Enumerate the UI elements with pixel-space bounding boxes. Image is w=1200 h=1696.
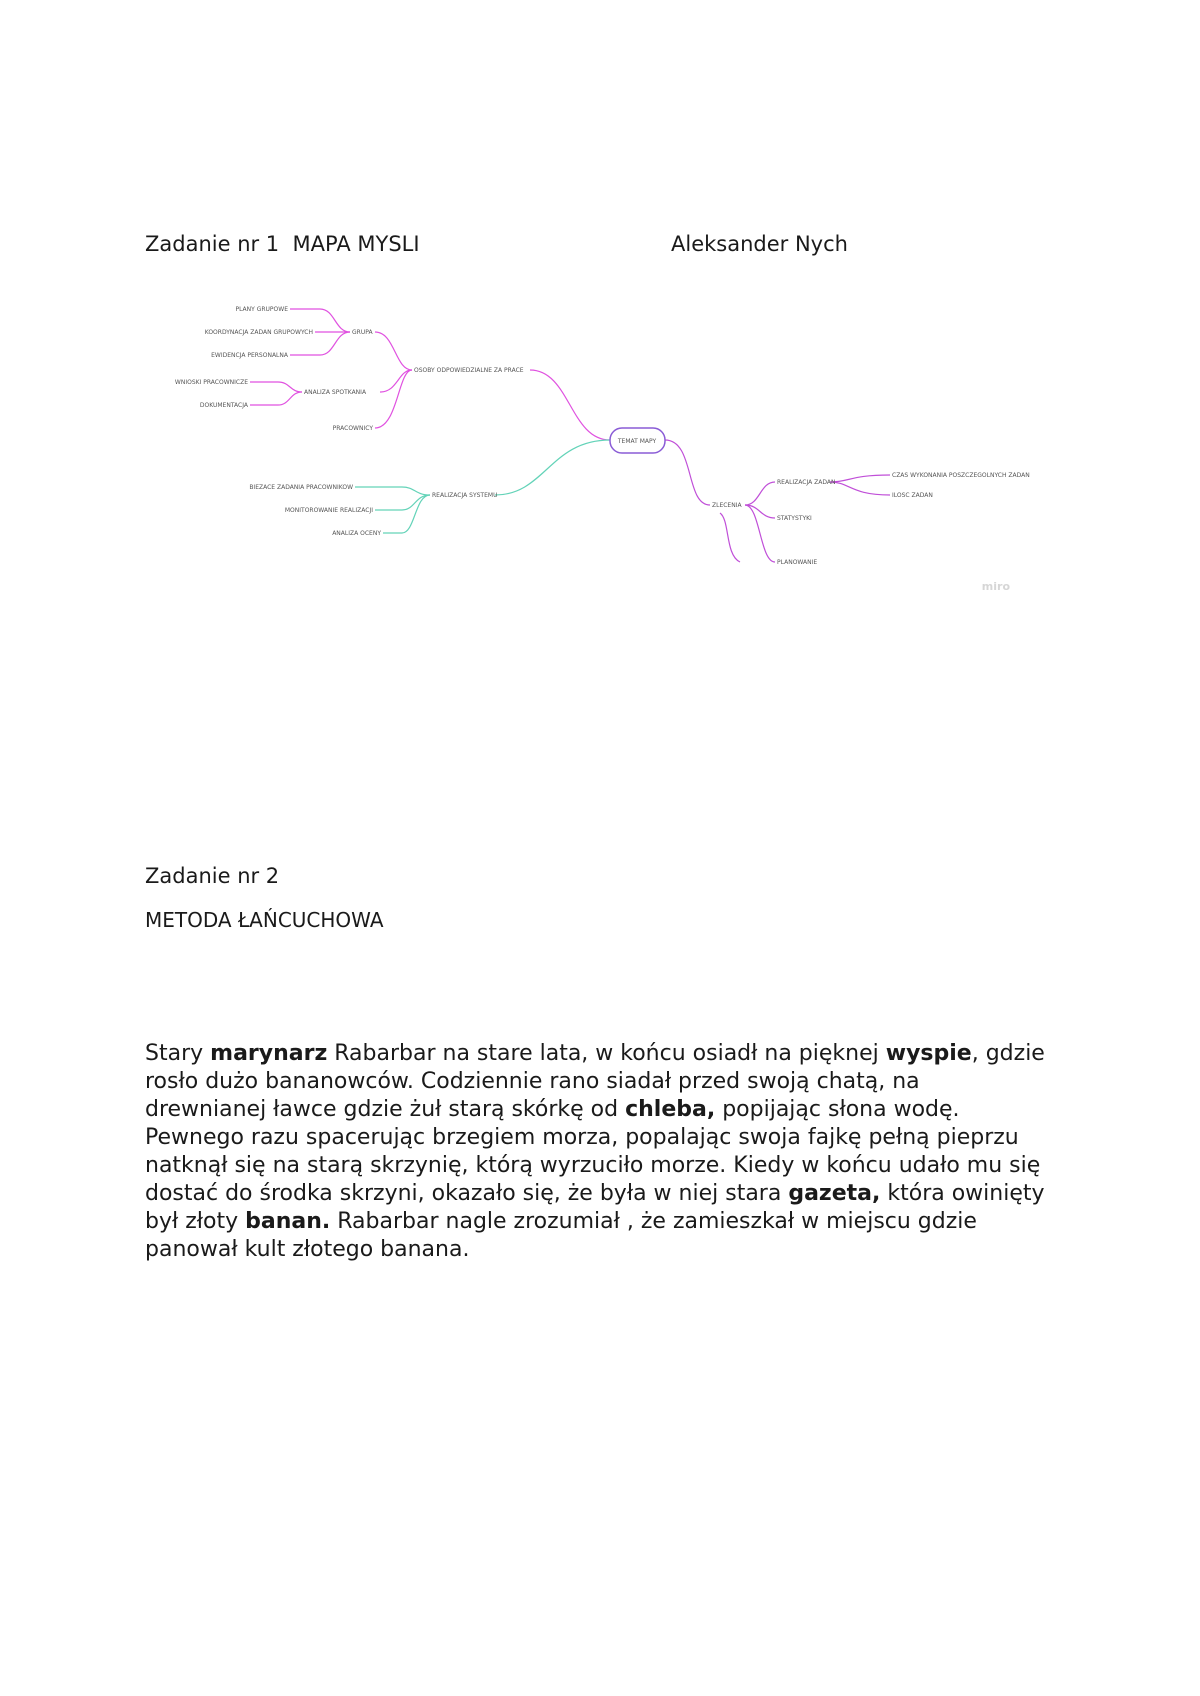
leaf-label: PLANOWANIE xyxy=(777,559,818,566)
leaf-label: ILOSC ZADAN xyxy=(892,492,933,499)
leaf-label: PRACOWNICY xyxy=(332,425,373,432)
leaf-label: WNIOSKI PRACOWNICZE xyxy=(174,379,248,386)
leaf-label: ANALIZA OCENY xyxy=(332,530,381,537)
story-text: popijając słona wodę. Pewnego razu spacerując brzegiem morza, popalając swoja fajkę pełną pieprzu natknął się na starą skrzynię, którą wyrzuciło morze. Kiedy w końcu udało mu się dostać do środka skrzyni, okazało się, że była w niej stara xyxy=(145,1097,1041,1206)
method-title: METODA ŁAŃCUCHOWA xyxy=(145,908,384,932)
leaf-label: KOORDYNACJA ZADAN GRUPOWYCH xyxy=(204,329,313,336)
story-keyword: chleba, xyxy=(625,1097,716,1122)
story-keyword: banan. xyxy=(245,1209,331,1234)
story-keyword: wyspie xyxy=(885,1041,972,1066)
leaf-label: MONITOROWANIE REALIZACJI xyxy=(284,507,373,514)
story-text: Stary xyxy=(145,1041,211,1066)
story-text: która owinięty był złoty xyxy=(145,1181,1045,1234)
mind-map xyxy=(150,285,1050,615)
story-text: , gdzie rosło dużo bananowców. Codziennie rano siadał przed swoją chatą, na drewnianej ławce gdzie żuł starą skórkę od xyxy=(145,1041,1045,1122)
center-node-label: TEMAT MAPY xyxy=(617,438,657,445)
story-text: Rabarbar na stare lata, w końcu osiadł na pięknej xyxy=(327,1041,886,1066)
task1-heading: Zadanie nr 1 MAPA MYSLI xyxy=(145,232,420,256)
task2-heading: Zadanie nr 2 xyxy=(145,864,280,888)
branch-label: REALIZACJA SYSTEMU xyxy=(432,492,498,499)
story-keyword: gazeta, xyxy=(788,1181,881,1206)
story-text: Rabarbar nagle zrozumiał , że zamieszkał w miejscu gdzie panował kult złotego banana. xyxy=(145,1209,977,1262)
leaf-label: DOKUMENTACJA xyxy=(199,402,248,409)
branch-label: OSOBY ODPOWIEDZIALNE ZA PRACE xyxy=(414,367,524,374)
leaf-label: PLANY GRUPOWE xyxy=(235,306,288,313)
leaf-label: STATYSTYKI xyxy=(777,515,812,522)
leaf-label: EWIDENCJA PERSONALNA xyxy=(211,352,288,359)
sub-branch-label: REALIZACJA ZADAN xyxy=(777,479,836,486)
leaf-label: BIEZACE ZADANIA PRACOWNIKOW xyxy=(249,484,353,491)
sub-branch-label: GRUPA xyxy=(352,329,373,336)
miro-watermark: miro xyxy=(981,580,1010,593)
leaf-label: CZAS WYKONANIA POSZCZEGOLNYCH ZADAN xyxy=(892,472,1030,479)
sub-branch-label: ANALIZA SPOTKANIA xyxy=(304,389,367,396)
branch-label: ZLECENIA xyxy=(712,502,742,509)
story-paragraph xyxy=(145,1040,1085,1264)
story-keyword: marynarz xyxy=(210,1041,328,1066)
author-name: Aleksander Nych xyxy=(671,232,848,256)
